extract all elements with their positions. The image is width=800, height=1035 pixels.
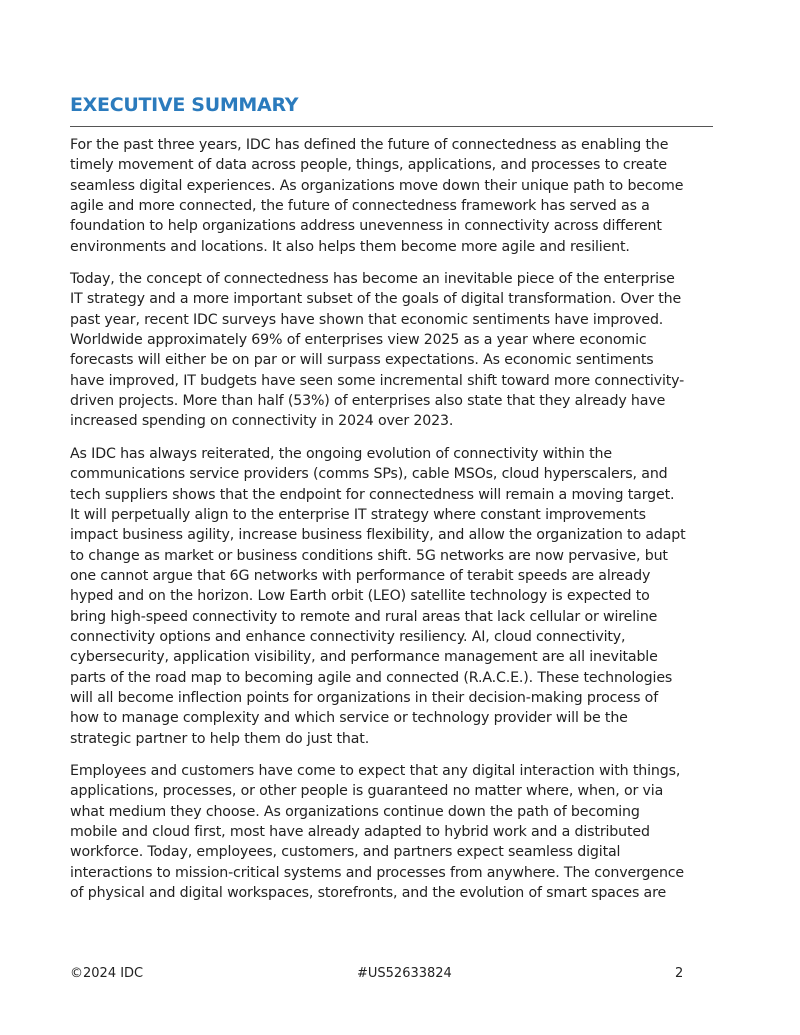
text-line: communications service providers (comms SPs), cable MSOs, cloud hyperscalers, and [70,466,668,483]
text-line: will all become inflection points for organizations in their decision-making process of [70,689,659,706]
text-line: timely movement of data across people, things, applications, and processes to create [70,157,668,174]
text-line: how to manage complexity and which service or technology provider will be the [70,710,628,727]
text-line: seamless digital experiences. As organizations move down their unique path to become [70,177,684,194]
text-line: increased spending on connectivity in 2024 over 2023. [70,413,454,430]
text-line: parts of the road map to becoming agile and connected (R.A.C.E.). These technologies [70,669,673,686]
text-line: bring high-speed connectivity to remote and rural areas that lack cellular or wireline [70,608,658,625]
text-line: environments and locations. It also helps them become more agile and resilient. [70,238,630,255]
footer-copyright: ©2024 IDC [70,966,144,981]
text-line: strategic partner to help them do just that. [70,730,370,747]
text-line: interactions to mission-critical systems and processes from anywhere. The convergence [70,864,685,881]
paragraph-4 [70,761,720,903]
text-line: hyped and on the horizon. Low Earth orbit (LEO) satellite technology is expected to [70,588,650,605]
footer-document-id: #US52633824 [357,966,452,981]
paragraph-3 [70,444,720,749]
text-line: It will perpetually align to the enterprise IT strategy where constant improvements [70,506,646,523]
text-line: what medium they choose. As organizations continue down the path of becoming [70,803,640,820]
text-line: Worldwide approximately 69% of enterprises view 2025 as a year where economic [70,332,647,349]
text-line: Employees and customers have come to expect that any digital interaction with things, [70,762,681,779]
text-line: As IDC has always reiterated, the ongoing evolution of connectivity within the [70,445,612,462]
text-line: past year, recent IDC surveys have shown that economic sentiments have improved. [70,311,664,328]
paragraph-2 [70,269,720,432]
document-body [70,135,720,915]
text-line: Today, the concept of connectedness has become an inevitable piece of the enterprise [70,271,675,288]
text-line: one cannot argue that 6G networks with performance of terabit speeds are already [70,567,651,584]
text-line: forecasts will either be on par or will surpass expectations. As economic sentiments [70,352,654,369]
text-line: workforce. Today, employees, customers, and partners expect seamless digital [70,844,621,861]
text-line: For the past three years, IDC has defined the future of connectedness as enabling the [70,137,669,153]
footer-page-number: 2 [675,966,684,981]
text-line: IT strategy and a more important subset of the goals of digital transformation. Over the [70,291,682,308]
text-line: tech suppliers shows that the endpoint for connectedness will remain a moving target. [70,486,675,503]
text-line: agile and more connected, the future of connectedness framework has served as a [70,198,650,215]
text-line: to change as market or business conditions shift. 5G networks are now pervasive, but [70,547,668,564]
text-line: foundation to help organizations address unevenness in connectivity across different [70,218,662,235]
text-line: driven projects. More than half (53%) of enterprises also state that they already have [70,393,666,410]
text-line: applications, processes, or other people is guaranteed no matter where, when, or via [70,783,664,800]
text-line: of physical and digital workspaces, storefronts, and the evolution of smart spaces are [70,885,667,902]
heading-divider [70,126,713,127]
text-line: impact business agility, increase business flexibility, and allow the organization to adapt [70,527,686,544]
text-line: connectivity options and enhance connectivity resiliency. AI, cloud connectivity, [70,628,626,645]
text-line: have improved, IT budgets have seen some incremental shift toward more connectivity- [70,372,685,389]
text-line: mobile and cloud first, most have already adapted to hybrid work and a distributed [70,824,650,840]
section-heading: EXECUTIVE SUMMARY [70,94,299,116]
text-line: cybersecurity, application visibility, and performance management are all inevitable [70,649,658,666]
paragraph-1 [70,135,720,257]
